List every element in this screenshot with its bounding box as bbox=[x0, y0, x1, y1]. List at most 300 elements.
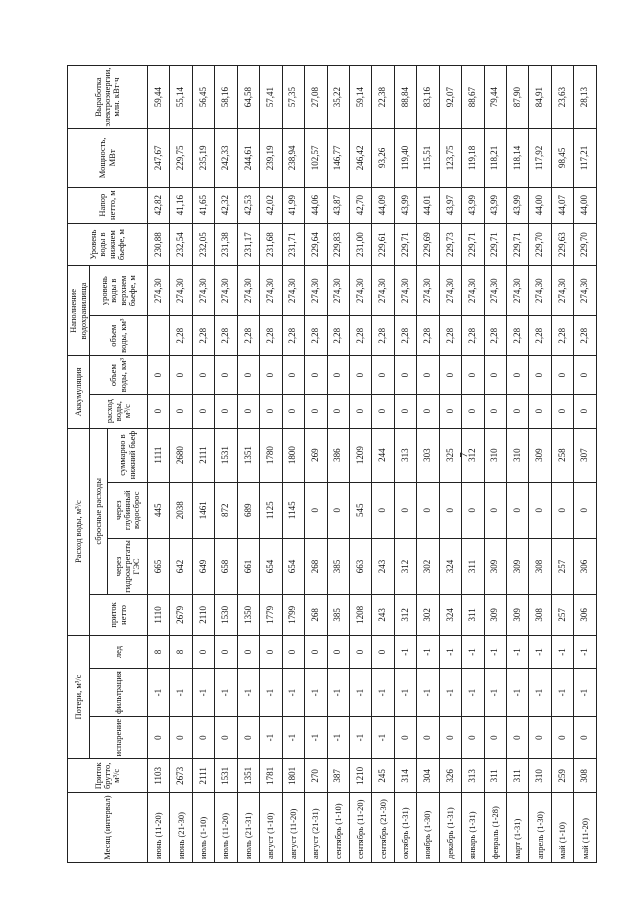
head-cell: 42,82 bbox=[148, 187, 170, 223]
acc-flow-cell: 0 bbox=[282, 394, 304, 428]
turbines-cell: 268 bbox=[305, 538, 327, 594]
acc-volume-cell: 0 bbox=[215, 356, 237, 394]
energy-cell: 23,63 bbox=[551, 66, 573, 129]
inflow-gross-cell: 308 bbox=[574, 759, 597, 793]
month-cell: апрель (1-30) bbox=[529, 793, 551, 863]
header-dumped: сбросные расходы bbox=[90, 428, 108, 595]
filtration-cell: -1 bbox=[507, 669, 529, 716]
acc-volume-cell: 0 bbox=[439, 356, 461, 394]
total-tailwater-cell: 244 bbox=[372, 428, 394, 482]
table-row bbox=[574, 66, 597, 863]
energy-cell: 28,13 bbox=[574, 66, 597, 129]
power-cell: 244,61 bbox=[237, 129, 259, 188]
page-number: 7 bbox=[457, 452, 470, 458]
inflow-net-cell: 385 bbox=[327, 595, 349, 636]
fill-level-cell: 274,30 bbox=[551, 266, 573, 316]
evaporation-cell: -1 bbox=[349, 716, 371, 759]
deep-spillway-cell: 1461 bbox=[192, 482, 214, 538]
fill-volume-cell: 2,28 bbox=[529, 315, 551, 356]
fill-level-cell: 274,30 bbox=[372, 266, 394, 316]
total-tailwater-cell: 2680 bbox=[170, 428, 192, 482]
inflow-net-cell: 1208 bbox=[349, 595, 371, 636]
deep-spillway-cell: 1125 bbox=[260, 482, 282, 538]
head-cell: 43,87 bbox=[327, 187, 349, 223]
level-tail-cell: 229,73 bbox=[439, 223, 461, 266]
head-cell: 42,02 bbox=[260, 187, 282, 223]
table-row bbox=[170, 66, 192, 863]
energy-cell: 59,44 bbox=[148, 66, 170, 129]
filtration-cell: -1 bbox=[372, 669, 394, 716]
fill-level-cell: 274,30 bbox=[349, 266, 371, 316]
inflow-net-cell: 302 bbox=[417, 595, 439, 636]
power-cell: 93,26 bbox=[372, 129, 394, 188]
evaporation-cell: 0 bbox=[394, 716, 416, 759]
filtration-cell: -1 bbox=[349, 669, 371, 716]
evaporation-cell: 0 bbox=[529, 716, 551, 759]
power-cell: 239,19 bbox=[260, 129, 282, 188]
inflow-net-cell: 2679 bbox=[170, 595, 192, 636]
power-cell: 117,21 bbox=[574, 129, 597, 188]
acc-flow-cell: 0 bbox=[237, 394, 259, 428]
deep-spillway-cell: 445 bbox=[148, 482, 170, 538]
fill-volume-cell: 2,28 bbox=[237, 315, 259, 356]
header-fill-level: уровень воды в верхнем бьефе, м bbox=[90, 266, 148, 316]
header-head: Напор нетто, м bbox=[68, 187, 148, 223]
total-tailwater-cell: 1531 bbox=[215, 428, 237, 482]
fill-level-cell: 274,30 bbox=[417, 266, 439, 316]
fill-volume-cell: 2,28 bbox=[372, 315, 394, 356]
energy-cell: 22,38 bbox=[372, 66, 394, 129]
header-power: Мощность, МВт bbox=[68, 129, 148, 188]
fill-level-cell: 274,30 bbox=[305, 266, 327, 316]
level-tail-cell: 229,64 bbox=[305, 223, 327, 266]
filtration-cell: -1 bbox=[282, 669, 304, 716]
head-cell: 44,07 bbox=[551, 187, 573, 223]
ice-cell: 0 bbox=[260, 635, 282, 669]
energy-cell: 56,45 bbox=[192, 66, 214, 129]
inflow-net-cell: 268 bbox=[305, 595, 327, 636]
inflow-net-cell: 1779 bbox=[260, 595, 282, 636]
fill-volume-cell: 2,28 bbox=[507, 315, 529, 356]
inflow-net-cell: 324 bbox=[439, 595, 461, 636]
fill-volume-cell: 2,28 bbox=[574, 315, 597, 356]
fill-volume-cell: 2,28 bbox=[551, 315, 573, 356]
table-row bbox=[417, 66, 439, 863]
total-tailwater-cell: 325 bbox=[439, 428, 461, 482]
ice-cell: 8 bbox=[148, 635, 170, 669]
fill-volume-cell: 2,28 bbox=[484, 315, 506, 356]
acc-volume-cell: 0 bbox=[282, 356, 304, 394]
month-cell: октябрь (1-31) bbox=[394, 793, 416, 863]
level-tail-cell: 229,83 bbox=[327, 223, 349, 266]
month-cell: июнь (11-20) bbox=[148, 793, 170, 863]
power-cell: 146,77 bbox=[327, 129, 349, 188]
deep-spillway-cell: 545 bbox=[349, 482, 371, 538]
inflow-gross-cell: 1210 bbox=[349, 759, 371, 793]
acc-flow-cell: 0 bbox=[148, 394, 170, 428]
turbines-cell: 308 bbox=[529, 538, 551, 594]
acc-flow-cell: 0 bbox=[192, 394, 214, 428]
month-cell: сентябрь (1-10) bbox=[327, 793, 349, 863]
fill-volume-cell: 2,28 bbox=[170, 315, 192, 356]
acc-volume-cell: 0 bbox=[529, 356, 551, 394]
month-cell: март (1-31) bbox=[507, 793, 529, 863]
turbines-cell: 661 bbox=[237, 538, 259, 594]
energy-cell: 83,16 bbox=[417, 66, 439, 129]
deep-spillway-cell: 0 bbox=[551, 482, 573, 538]
inflow-gross-cell: 2673 bbox=[170, 759, 192, 793]
energy-cell: 57,41 bbox=[260, 66, 282, 129]
acc-flow-cell: 0 bbox=[372, 394, 394, 428]
inflow-gross-cell: 314 bbox=[394, 759, 416, 793]
table-row bbox=[260, 66, 282, 863]
energy-cell: 87,90 bbox=[507, 66, 529, 129]
power-cell: 118,14 bbox=[507, 129, 529, 188]
level-tail-cell: 232,05 bbox=[192, 223, 214, 266]
filtration-cell: -1 bbox=[417, 669, 439, 716]
energy-cell: 27,08 bbox=[305, 66, 327, 129]
turbines-cell: 658 bbox=[215, 538, 237, 594]
acc-volume-cell: 0 bbox=[462, 356, 484, 394]
fill-level-cell: 274,30 bbox=[484, 266, 506, 316]
header-discharge: Расход воды, м³/с bbox=[68, 428, 90, 635]
fill-volume-cell: 2,28 bbox=[215, 315, 237, 356]
ice-cell: 0 bbox=[282, 635, 304, 669]
level-tail-cell: 231,00 bbox=[349, 223, 371, 266]
head-cell: 42,32 bbox=[215, 187, 237, 223]
evaporation-cell: 0 bbox=[237, 716, 259, 759]
evaporation-cell: 0 bbox=[417, 716, 439, 759]
deep-spillway-cell: 0 bbox=[462, 482, 484, 538]
turbines-cell: 649 bbox=[192, 538, 214, 594]
ice-cell: -1 bbox=[394, 635, 416, 669]
evaporation-cell: 0 bbox=[170, 716, 192, 759]
month-cell: январь (1-31) bbox=[462, 793, 484, 863]
deep-spillway-cell: 0 bbox=[529, 482, 551, 538]
head-cell: 44,00 bbox=[529, 187, 551, 223]
filtration-cell: -1 bbox=[439, 669, 461, 716]
deep-spillway-cell: 0 bbox=[439, 482, 461, 538]
inflow-net-cell: 1799 bbox=[282, 595, 304, 636]
table-row bbox=[148, 66, 170, 863]
deep-spillway-cell: 0 bbox=[574, 482, 597, 538]
header-inflow-net: приток нетто bbox=[90, 595, 148, 636]
month-cell: декабрь (1-31) bbox=[439, 793, 461, 863]
power-cell: 117,92 bbox=[529, 129, 551, 188]
fill-level-cell: 274,30 bbox=[148, 266, 170, 316]
head-cell: 41,65 bbox=[192, 187, 214, 223]
evaporation-cell: 0 bbox=[215, 716, 237, 759]
inflow-net-cell: 306 bbox=[574, 595, 597, 636]
header-ice: лед bbox=[90, 635, 148, 669]
inflow-net-cell: 2110 bbox=[192, 595, 214, 636]
deep-spillway-cell: 1145 bbox=[282, 482, 304, 538]
fill-level-cell: 274,30 bbox=[394, 266, 416, 316]
month-cell: ноябрь (1-30) bbox=[417, 793, 439, 863]
month-cell: июль (11-20) bbox=[215, 793, 237, 863]
turbines-cell: 324 bbox=[439, 538, 461, 594]
table-body bbox=[148, 66, 597, 863]
turbines-cell: 302 bbox=[417, 538, 439, 594]
energy-cell: 58,16 bbox=[215, 66, 237, 129]
acc-volume-cell: 0 bbox=[192, 356, 214, 394]
inflow-gross-cell: 2111 bbox=[192, 759, 214, 793]
inflow-net-cell: 308 bbox=[529, 595, 551, 636]
energy-cell: 35,22 bbox=[327, 66, 349, 129]
total-tailwater-cell: 1209 bbox=[349, 428, 371, 482]
fill-level-cell: 274,30 bbox=[215, 266, 237, 316]
head-cell: 43,99 bbox=[394, 187, 416, 223]
level-tail-cell: 231,71 bbox=[282, 223, 304, 266]
deep-spillway-cell: 0 bbox=[372, 482, 394, 538]
table-row bbox=[439, 66, 461, 863]
level-tail-cell: 229,71 bbox=[507, 223, 529, 266]
power-cell: 247,67 bbox=[148, 129, 170, 188]
month-cell: август (1-10) bbox=[260, 793, 282, 863]
inflow-gross-cell: 1351 bbox=[237, 759, 259, 793]
fill-volume-cell bbox=[148, 315, 170, 356]
power-cell: 119,18 bbox=[462, 129, 484, 188]
table-row bbox=[529, 66, 551, 863]
fill-level-cell: 274,30 bbox=[574, 266, 597, 316]
turbines-cell: 642 bbox=[170, 538, 192, 594]
fill-volume-cell: 2,28 bbox=[462, 315, 484, 356]
inflow-net-cell: 243 bbox=[372, 595, 394, 636]
turbines-cell: 665 bbox=[148, 538, 170, 594]
total-tailwater-cell: 386 bbox=[327, 428, 349, 482]
inflow-net-cell: 311 bbox=[462, 595, 484, 636]
table-row bbox=[215, 66, 237, 863]
deep-spillway-cell: 872 bbox=[215, 482, 237, 538]
month-cell: май (11-20) bbox=[574, 793, 597, 863]
head-cell: 43,97 bbox=[439, 187, 461, 223]
total-tailwater-cell: 312 bbox=[462, 428, 484, 482]
filtration-cell: -1 bbox=[484, 669, 506, 716]
evaporation-cell: -1 bbox=[260, 716, 282, 759]
power-cell: 242,33 bbox=[215, 129, 237, 188]
ice-cell: -1 bbox=[574, 635, 597, 669]
evaporation-cell: -1 bbox=[282, 716, 304, 759]
turbines-cell: 385 bbox=[327, 538, 349, 594]
turbines-cell: 654 bbox=[260, 538, 282, 594]
filtration-cell: -1 bbox=[551, 669, 573, 716]
fill-level-cell: 274,30 bbox=[170, 266, 192, 316]
header-month: Месяц (интервал) bbox=[68, 793, 148, 863]
table-row bbox=[394, 66, 416, 863]
turbines-cell: 309 bbox=[484, 538, 506, 594]
head-cell: 44,00 bbox=[574, 187, 597, 223]
header-through-turbines: через гидроагрегаты ГЭС bbox=[108, 538, 148, 594]
evaporation-cell: 0 bbox=[439, 716, 461, 759]
turbines-cell: 309 bbox=[507, 538, 529, 594]
inflow-gross-cell: 259 bbox=[551, 759, 573, 793]
month-cell: июнь (21-30) bbox=[170, 793, 192, 863]
turbines-cell: 243 bbox=[372, 538, 394, 594]
inflow-net-cell: 1530 bbox=[215, 595, 237, 636]
head-cell: 42,70 bbox=[349, 187, 371, 223]
level-tail-cell: 231,17 bbox=[237, 223, 259, 266]
ice-cell: 0 bbox=[192, 635, 214, 669]
energy-cell: 57,35 bbox=[282, 66, 304, 129]
table-row bbox=[551, 66, 573, 863]
acc-flow-cell: 0 bbox=[507, 394, 529, 428]
fill-level-cell: 274,30 bbox=[327, 266, 349, 316]
turbines-cell: 306 bbox=[574, 538, 597, 594]
head-cell: 41,16 bbox=[170, 187, 192, 223]
table-row bbox=[484, 66, 506, 863]
head-cell: 43,99 bbox=[507, 187, 529, 223]
ice-cell: -1 bbox=[439, 635, 461, 669]
deep-spillway-cell: 0 bbox=[507, 482, 529, 538]
total-tailwater-cell: 309 bbox=[529, 428, 551, 482]
evaporation-cell: -1 bbox=[372, 716, 394, 759]
deep-spillway-cell: 0 bbox=[417, 482, 439, 538]
level-tail-cell: 229,61 bbox=[372, 223, 394, 266]
table-row bbox=[507, 66, 529, 863]
table-row bbox=[462, 66, 484, 863]
inflow-gross-cell: 1531 bbox=[215, 759, 237, 793]
level-tail-cell: 229,69 bbox=[417, 223, 439, 266]
inflow-gross-cell: 1801 bbox=[282, 759, 304, 793]
acc-flow-cell: 0 bbox=[215, 394, 237, 428]
inflow-gross-cell: 304 bbox=[417, 759, 439, 793]
head-cell: 44,09 bbox=[372, 187, 394, 223]
acc-volume-cell: 0 bbox=[237, 356, 259, 394]
fill-volume-cell: 2,28 bbox=[260, 315, 282, 356]
table-row bbox=[327, 66, 349, 863]
reservoir-regime-table bbox=[67, 65, 597, 863]
acc-flow-cell: 0 bbox=[170, 394, 192, 428]
power-cell: 235,19 bbox=[192, 129, 214, 188]
acc-volume-cell: 0 bbox=[417, 356, 439, 394]
total-tailwater-cell: 1111 bbox=[148, 428, 170, 482]
table-row bbox=[349, 66, 371, 863]
ice-cell: 0 bbox=[349, 635, 371, 669]
total-tailwater-cell: 258 bbox=[551, 428, 573, 482]
month-cell: август (11-20) bbox=[282, 793, 304, 863]
ice-cell: -1 bbox=[462, 635, 484, 669]
energy-cell: 92,07 bbox=[439, 66, 461, 129]
power-cell: 118,21 bbox=[484, 129, 506, 188]
power-cell: 238,94 bbox=[282, 129, 304, 188]
filtration-cell: -1 bbox=[394, 669, 416, 716]
level-tail-cell: 229,71 bbox=[462, 223, 484, 266]
month-cell: сентябрь (11-20) bbox=[349, 793, 371, 863]
table-header bbox=[68, 66, 148, 863]
header-deep-spillway: через глубинный водосброс bbox=[108, 482, 148, 538]
turbines-cell: 654 bbox=[282, 538, 304, 594]
inflow-gross-cell: 387 bbox=[327, 759, 349, 793]
inflow-net-cell: 309 bbox=[507, 595, 529, 636]
filtration-cell: -1 bbox=[327, 669, 349, 716]
level-tail-cell: 230,88 bbox=[148, 223, 170, 266]
deep-spillway-cell: 0 bbox=[305, 482, 327, 538]
filtration-cell: -1 bbox=[529, 669, 551, 716]
acc-volume-cell: 0 bbox=[507, 356, 529, 394]
header-acc-flow: расход воды, м³/с bbox=[90, 394, 148, 428]
total-tailwater-cell: 307 bbox=[574, 428, 597, 482]
filtration-cell: -1 bbox=[574, 669, 597, 716]
energy-cell: 84,91 bbox=[529, 66, 551, 129]
fill-volume-cell: 2,28 bbox=[282, 315, 304, 356]
header-energy: Выработка электроэнергии, млн. кВт·ч bbox=[68, 66, 148, 129]
filtration-cell: -1 bbox=[215, 669, 237, 716]
month-cell: август (21-31) bbox=[305, 793, 327, 863]
acc-flow-cell: 0 bbox=[417, 394, 439, 428]
evaporation-cell: 0 bbox=[148, 716, 170, 759]
acc-flow-cell: 0 bbox=[327, 394, 349, 428]
deep-spillway-cell: 0 bbox=[394, 482, 416, 538]
month-cell: июль (21-31) bbox=[237, 793, 259, 863]
fill-level-cell: 274,30 bbox=[282, 266, 304, 316]
power-cell: 102,57 bbox=[305, 129, 327, 188]
header-fill-volume: объем воды, км³ bbox=[90, 315, 148, 356]
acc-flow-cell: 0 bbox=[551, 394, 573, 428]
energy-cell: 88,84 bbox=[394, 66, 416, 129]
acc-flow-cell: 0 bbox=[305, 394, 327, 428]
table-row bbox=[192, 66, 214, 863]
inflow-net-cell: 1350 bbox=[237, 595, 259, 636]
fill-level-cell: 274,30 bbox=[192, 266, 214, 316]
head-cell: 42,53 bbox=[237, 187, 259, 223]
ice-cell: -1 bbox=[551, 635, 573, 669]
inflow-gross-cell: 326 bbox=[439, 759, 461, 793]
ice-cell: 0 bbox=[215, 635, 237, 669]
header-inflow-gross: Приток брутто, м³/с bbox=[68, 759, 148, 793]
level-tail-cell: 231,38 bbox=[215, 223, 237, 266]
ice-cell: 0 bbox=[372, 635, 394, 669]
evaporation-cell: 0 bbox=[484, 716, 506, 759]
total-tailwater-cell: 303 bbox=[417, 428, 439, 482]
inflow-gross-cell: 313 bbox=[462, 759, 484, 793]
inflow-gross-cell: 1781 bbox=[260, 759, 282, 793]
inflow-net-cell: 312 bbox=[394, 595, 416, 636]
ice-cell: 0 bbox=[305, 635, 327, 669]
level-tail-cell: 231,68 bbox=[260, 223, 282, 266]
total-tailwater-cell: 313 bbox=[394, 428, 416, 482]
acc-flow-cell: 0 bbox=[394, 394, 416, 428]
filtration-cell: -1 bbox=[192, 669, 214, 716]
total-tailwater-cell: 310 bbox=[484, 428, 506, 482]
ice-cell: 0 bbox=[237, 635, 259, 669]
header-evaporation: испарение bbox=[90, 716, 148, 759]
inflow-net-cell: 309 bbox=[484, 595, 506, 636]
power-cell: 115,51 bbox=[417, 129, 439, 188]
acc-volume-cell: 0 bbox=[327, 356, 349, 394]
power-cell: 123,75 bbox=[439, 129, 461, 188]
inflow-gross-cell: 311 bbox=[484, 759, 506, 793]
table-row bbox=[372, 66, 394, 863]
deep-spillway-cell: 0 bbox=[327, 482, 349, 538]
acc-flow-cell: 0 bbox=[260, 394, 282, 428]
acc-volume-cell: 0 bbox=[484, 356, 506, 394]
ice-cell: -1 bbox=[529, 635, 551, 669]
ice-cell: 0 bbox=[327, 635, 349, 669]
fill-volume-cell: 2,28 bbox=[327, 315, 349, 356]
acc-volume-cell: 0 bbox=[551, 356, 573, 394]
total-tailwater-cell: 310 bbox=[507, 428, 529, 482]
inflow-gross-cell: 311 bbox=[507, 759, 529, 793]
power-cell: 229,75 bbox=[170, 129, 192, 188]
evaporation-cell: 0 bbox=[574, 716, 597, 759]
head-cell: 41,99 bbox=[282, 187, 304, 223]
evaporation-cell: 0 bbox=[192, 716, 214, 759]
power-cell: 246,42 bbox=[349, 129, 371, 188]
header-accumulation: Аккумуляция bbox=[68, 356, 90, 428]
fill-volume-cell: 2,28 bbox=[439, 315, 461, 356]
power-cell: 119,40 bbox=[394, 129, 416, 188]
total-tailwater-cell: 2111 bbox=[192, 428, 214, 482]
